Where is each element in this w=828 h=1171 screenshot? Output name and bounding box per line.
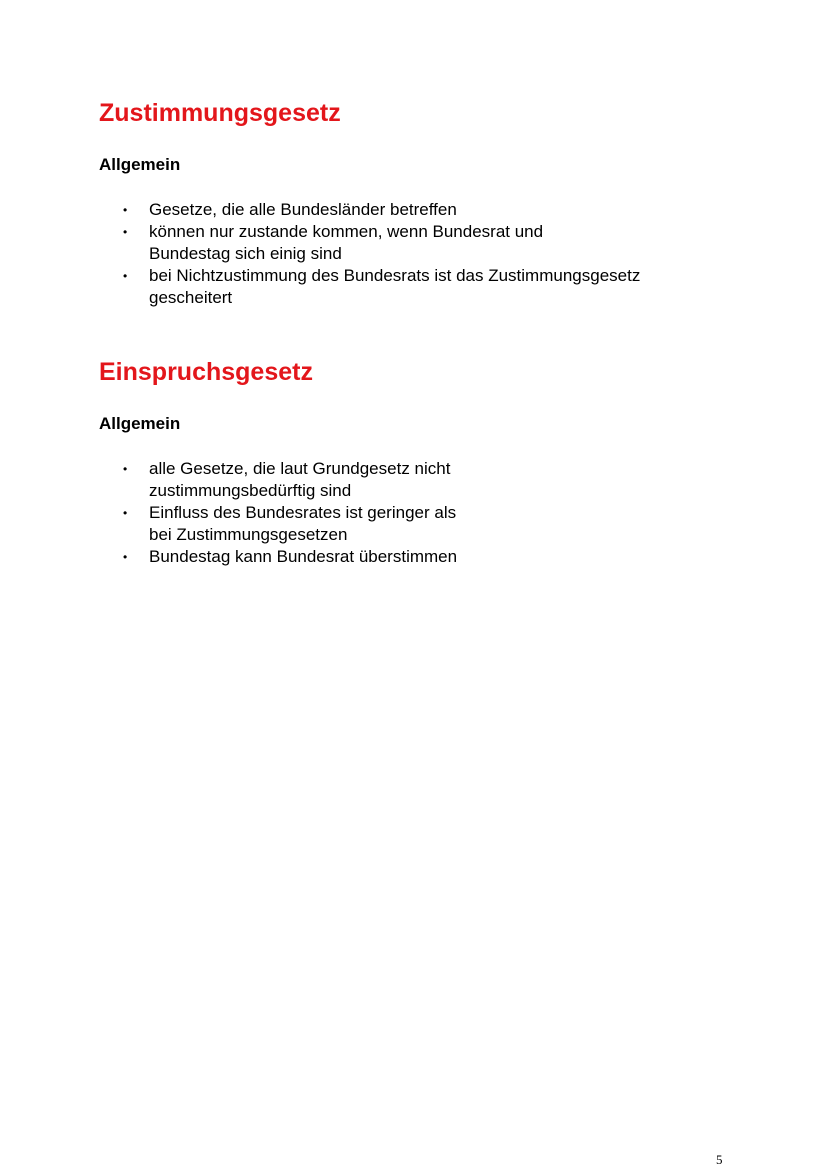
list-item-text: Gesetze, die alle Bundesländer betreffen [149,200,457,219]
bullet-icon: • [123,506,128,520]
list-item-text: alle Gesetze, die laut Grundgesetz nicht zustimmungsbedürftig sind [149,459,451,500]
section-subheading: Allgemein [99,414,181,433]
section-heading: Einspruchsgesetz [99,358,313,386]
list-item-text: können nur zustande kommen, wenn Bundesrat und Bundestag sich einig sind [149,222,544,263]
bullet-icon: • [123,462,128,476]
section-subheading: Allgemein [99,155,181,174]
list-item [99,546,759,568]
bullet-icon: • [123,203,128,217]
bullet-list [99,458,759,568]
list-item [99,265,759,309]
list-item [99,221,759,265]
page-number: 5 [716,1152,723,1167]
section-einspruchsgesetz [99,355,759,568]
bullet-icon: • [123,550,128,564]
list-item-text: Einfluss des Bundesrates ist geringer als bei Zustimmungsgesetzen [149,503,457,544]
list-item-text: bei Nichtzustimmung des Bundesrats ist das Zustimmungsgesetz gescheitert [149,266,641,307]
bullet-list [99,199,759,309]
list-item [99,199,759,221]
list-item-text: Bundestag kann Bundesrat überstimmen [149,547,458,566]
list-item [99,458,759,502]
bullet-icon: • [123,225,128,239]
section-heading: Zustimmungsgesetz [99,99,341,127]
section-zustimmungsgesetz [99,96,759,309]
list-item [99,502,759,546]
bullet-icon: • [123,269,128,283]
